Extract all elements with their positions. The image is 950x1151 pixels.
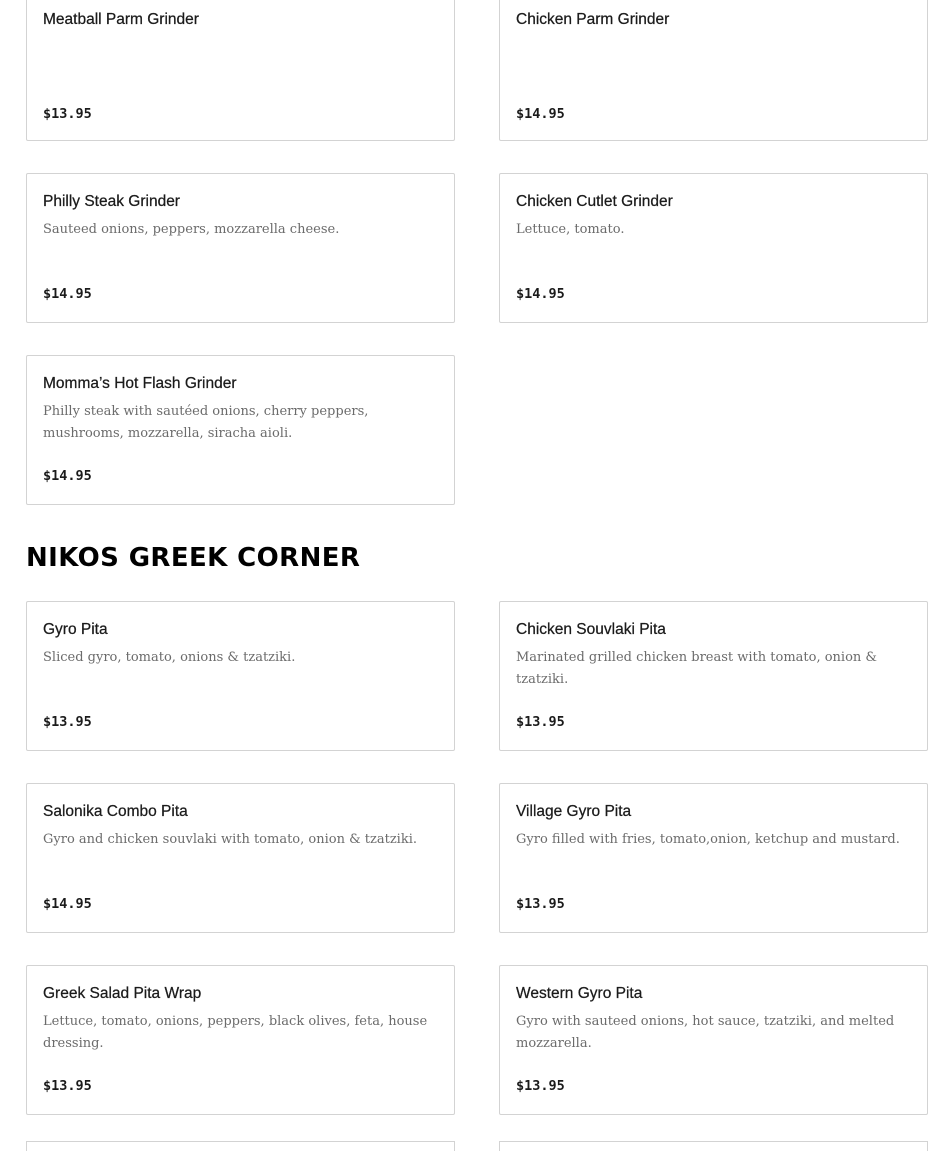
menu-item-card[interactable]: [26, 601, 455, 751]
menu-item-card[interactable]: [499, 965, 928, 1115]
menu-item-name: Chicken Souvlaki Pita: [516, 621, 666, 638]
menu-item-card[interactable]: [26, 173, 455, 323]
menu-item-name: Chicken Cutlet Grinder: [516, 193, 673, 210]
menu-item-card[interactable]: [26, 783, 455, 933]
menu-item-price: $14.95: [516, 286, 565, 302]
section-heading: NIKOS GREEK CORNER: [26, 543, 361, 573]
menu-item-card[interactable]: [499, 601, 928, 751]
menu-item-card[interactable]: [26, 0, 455, 141]
menu-item-card[interactable]: [26, 355, 455, 505]
menu-item-description: Marinated grilled chicken breast with tomato, onion & tzatziki.: [516, 650, 877, 687]
menu-item-name: Greek Salad Pita Wrap: [43, 985, 202, 1002]
menu-item-price: $14.95: [516, 106, 565, 122]
menu-item-price: $13.95: [516, 1078, 565, 1094]
menu-item-card-partial[interactable]: [499, 1141, 928, 1151]
menu-item-name: Momma’s Hot Flash Grinder: [43, 375, 237, 392]
menu-item-price: $14.95: [43, 468, 92, 484]
menu-item-name: Chicken Parm Grinder: [516, 11, 670, 28]
menu-item-card[interactable]: [499, 783, 928, 933]
menu-item-description: Lettuce, tomato, onions, peppers, black olives, feta, house dressing.: [43, 1014, 428, 1051]
menu-item-name: Western Gyro Pita: [516, 985, 643, 1002]
menu-item-card[interactable]: [26, 965, 455, 1115]
menu-item-name: Meatball Parm Grinder: [43, 11, 199, 28]
menu-item-description: Gyro and chicken souvlaki with tomato, onion & tzatziki.: [43, 832, 418, 847]
menu-item-price: $14.95: [43, 896, 92, 912]
menu-item-card-partial[interactable]: [26, 1141, 455, 1151]
menu-item-price: $13.95: [516, 714, 565, 730]
menu-item-price: $13.95: [43, 106, 92, 122]
menu-item-name: Salonika Combo Pita: [43, 803, 188, 820]
menu-item-price: $13.95: [43, 714, 92, 730]
menu-item-card[interactable]: [499, 173, 928, 323]
menu-item-description: Sliced gyro, tomato, onions & tzatziki.: [43, 650, 296, 665]
menu-item-name: Philly Steak Grinder: [43, 193, 180, 210]
menu-item-price: $13.95: [516, 896, 565, 912]
menu-item-description: Sauteed onions, peppers, mozzarella cheese.: [43, 222, 340, 237]
menu-item-name: Gyro Pita: [43, 621, 108, 638]
menu-item-description: Gyro filled with fries, tomato,onion, ketchup and mustard.: [516, 832, 900, 847]
menu-item-description: Philly steak with sautéed onions, cherry peppers, mushrooms, mozzarella, siracha aioli.: [43, 404, 369, 441]
menu-item-price: $14.95: [43, 286, 92, 302]
menu-item-name: Village Gyro Pita: [516, 803, 632, 820]
menu-item-description: Gyro with sauteed onions, hot sauce, tzatziki, and melted mozzarella.: [516, 1014, 895, 1051]
menu-item-price: $13.95: [43, 1078, 92, 1094]
menu-item-description: Lettuce, tomato.: [516, 222, 625, 237]
menu-item-card[interactable]: [499, 0, 928, 141]
